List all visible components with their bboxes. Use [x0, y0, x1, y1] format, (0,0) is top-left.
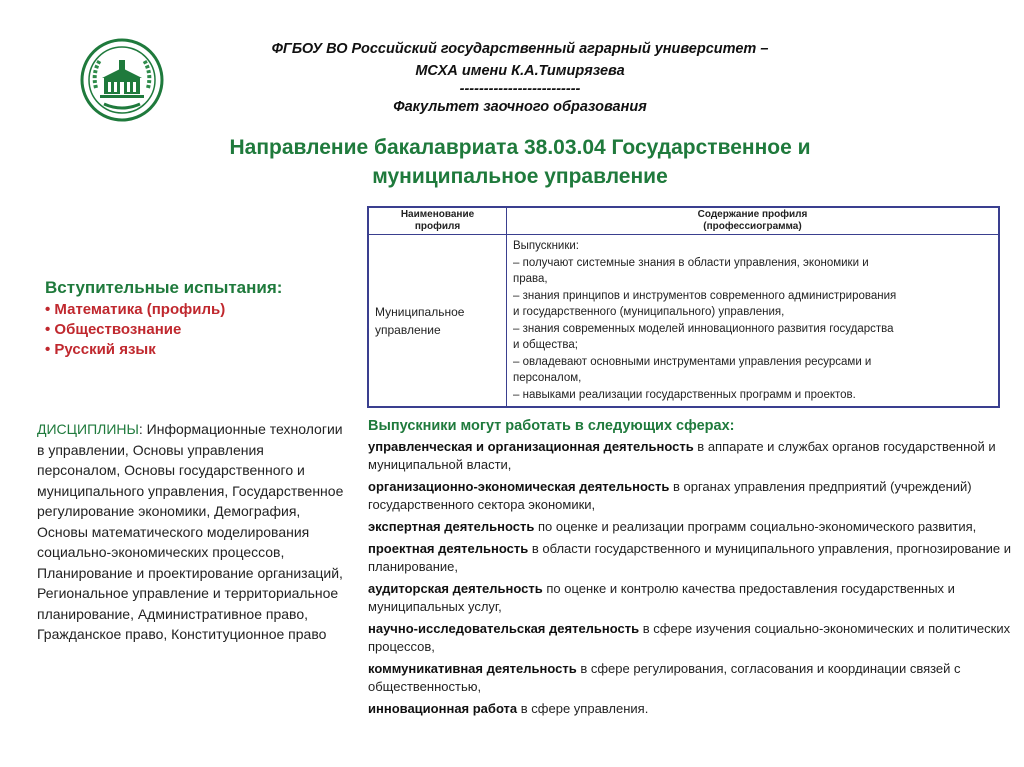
title-line-1: Направление бакалавриата 38.03.04 Государственное и [229, 136, 811, 159]
sphere-item [368, 540, 1018, 576]
table-header-row [368, 207, 999, 235]
career-spheres [368, 418, 1018, 722]
header-text: (профессиограмма) [703, 221, 802, 232]
content-line: – навыками реализации государственных программ и проектов. [513, 388, 856, 401]
exams-title: Вступительные испытания: [45, 278, 283, 297]
sphere-bold: научно-исследовательская деятельность [368, 621, 640, 636]
disciplines-block [37, 419, 347, 645]
header-line-2: МСХА имени К.А.Тимирязева [415, 63, 625, 79]
sphere-item [368, 620, 1018, 656]
sphere-bold: аудиторская деятельность [368, 581, 543, 596]
disciplines-text: : Информационные технологии в управлении, Основы управления персоналом, Основы государственного и муниципального управления, Государственное регулирование экономики, Демография, Основы математического моделирования социально-экономических процессов, Планирование и проектирование организаций, Региональное управление и территориальное планирование, Административное право, Гражданское право, Конституционное право [37, 421, 344, 642]
sphere-bold: экспертная деятельность [368, 519, 535, 534]
profile-content-cell [507, 235, 1000, 408]
content-line: – знания современных моделей инновационного развития государства [513, 322, 894, 335]
content-line: и общества; [513, 339, 578, 351]
sphere-item [368, 700, 1018, 718]
title-line-2: муниципальное управление [372, 165, 668, 188]
header-faculty: Факультет заочного образования [393, 99, 647, 115]
profile-name-text: управление [375, 322, 441, 337]
spheres-title: Выпускники могут работать в следующих сферах: [368, 418, 735, 434]
content-line: – получают системные знания в области управления, экономики и [513, 256, 869, 269]
institution-header [190, 38, 850, 118]
sphere-bold: проектная деятельность [368, 541, 529, 556]
header-profile-name [368, 207, 507, 235]
header-text: профиля [414, 221, 461, 232]
sphere-bold: управленческая и организационная деятельность [368, 439, 694, 454]
sphere-bold: коммуникативная деятельность [368, 661, 577, 676]
sphere-text: в аппарате и службах органов государственной и муниципальной власти, [368, 439, 996, 472]
disciplines-label: ДИСЦИПЛИНЫ [37, 421, 139, 437]
header-separator: ------------------------- [459, 81, 581, 97]
content-line: Выпускники: [513, 240, 579, 252]
exam-item: • Математика (профиль) [45, 301, 226, 318]
profile-name-text: Муниципальное [375, 304, 465, 319]
sphere-item [368, 518, 1018, 536]
sphere-text: в области государственного и муниципального управления, прогнозирование и планирование, [368, 541, 1012, 574]
sphere-item [368, 478, 1018, 514]
header-profile-content [507, 207, 1000, 235]
page-title [100, 133, 940, 191]
header-text: Содержание профиля [697, 209, 808, 220]
sphere-item [368, 580, 1018, 616]
university-logo [80, 38, 164, 122]
profile-name-cell [368, 235, 507, 408]
exam-item: • Русский язык [45, 341, 156, 358]
sphere-text: в сфере управления. [517, 701, 649, 716]
table-row [368, 235, 999, 408]
header-text: Наименование [400, 209, 475, 220]
exam-item: • Обществознание [45, 321, 182, 338]
entrance-exams [45, 278, 355, 360]
content-line: – овладевают основными инструментами управления ресурсами и [513, 355, 872, 368]
content-line: – знания принципов и инструментов современного администрирования [513, 289, 897, 302]
sphere-item [368, 660, 1018, 696]
sphere-text: в органах управления предприятий (учреждений) государственного сектора экономики, [368, 479, 972, 512]
profile-table [367, 206, 1000, 408]
content-line: и государственного (муниципального) управления, [513, 306, 785, 318]
sphere-text: по оценке и контролю качества предоставления государственных и муниципальных услуг, [368, 581, 955, 614]
sphere-bold: инновационная работа [368, 701, 518, 716]
content-line: права, [513, 273, 548, 285]
header-line-1: ФГБОУ ВО Российский государственный аграрный университет – [271, 41, 769, 57]
content-line: персоналом, [513, 372, 582, 384]
sphere-text: по оценке и реализации программ социально-экономического развития, [534, 519, 977, 534]
university-seal-icon [80, 38, 164, 122]
sphere-item [368, 438, 1018, 474]
sphere-text: в сфере регулирования, согласования и координации связей с общественностью, [368, 661, 961, 694]
sphere-bold: организационно-экономическая деятельность [368, 479, 670, 494]
sphere-text: в сфере изучения социально-экономических и политических процессов, [368, 621, 1011, 654]
